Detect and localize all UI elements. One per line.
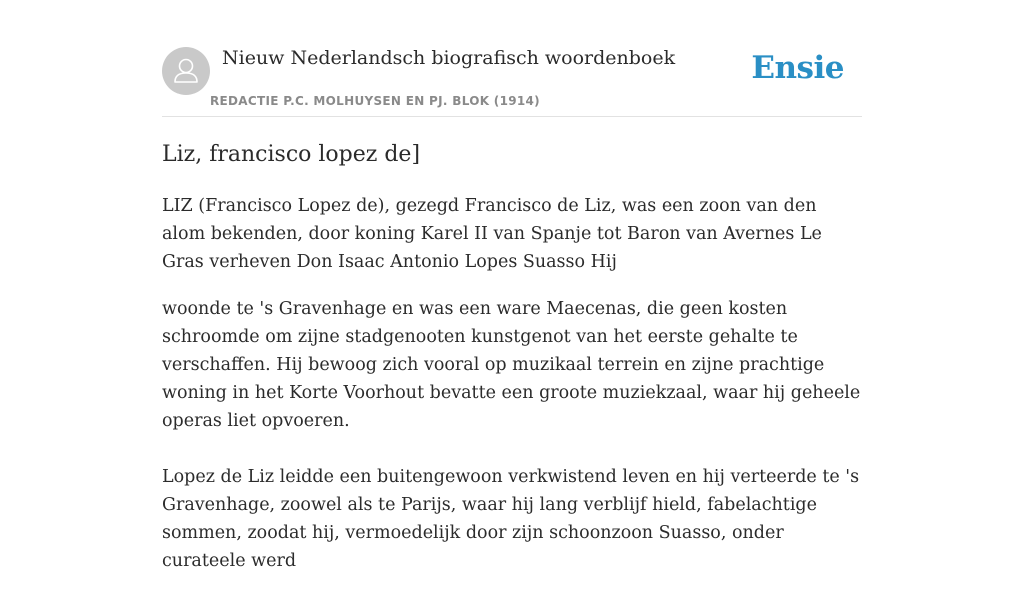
article-paragraph: woonde te 's Gravenhage en was een ware Maecenas, die geen kosten schroomde om zijne stadgenooten kunstgenot van het eerste gehalte te verschaffen. Hij bewoog zich vooral op muzikaal terrein en zijne prachtige woning in het Korte Voorhout bevatte een groote muziekzaal, waar hij geheele operas liet opvoeren. <box>162 299 861 431</box>
article-title: Liz, francisco lopez de] <box>162 142 421 167</box>
site-header <box>162 44 862 117</box>
ensie-logo[interactable]: Ensie <box>751 50 844 86</box>
article-paragraph: Lopez de Liz leidde een buitengewoon verkwistend leven en hij verteerde te 's Gravenhage, zoowel als te Parijs, waar hij lang verblijf hield, fabelachtige sommen, zoodat hij, vermoedelijk door zijn schoonzoon Suasso, onder curateele werd <box>162 467 860 571</box>
book-editors: REDACTIE P.C. MOLHUYSEN EN PJ. BLOK (1914) <box>210 94 540 108</box>
article-paragraph: LIZ (Francisco Lopez de), gezegd Francisco de Liz, was een zoon van den alom bekenden, door koning Karel II van Spanje tot Baron van Avernes Le Gras verheven Don Isaac Antonio Lopes Suasso Hij <box>162 196 822 272</box>
article-body <box>162 140 862 594</box>
user-silhouette-icon <box>162 47 210 95</box>
book-title[interactable]: Nieuw Nederlandsch biografisch woordenboek <box>222 47 676 69</box>
author-avatar[interactable] <box>162 47 210 95</box>
